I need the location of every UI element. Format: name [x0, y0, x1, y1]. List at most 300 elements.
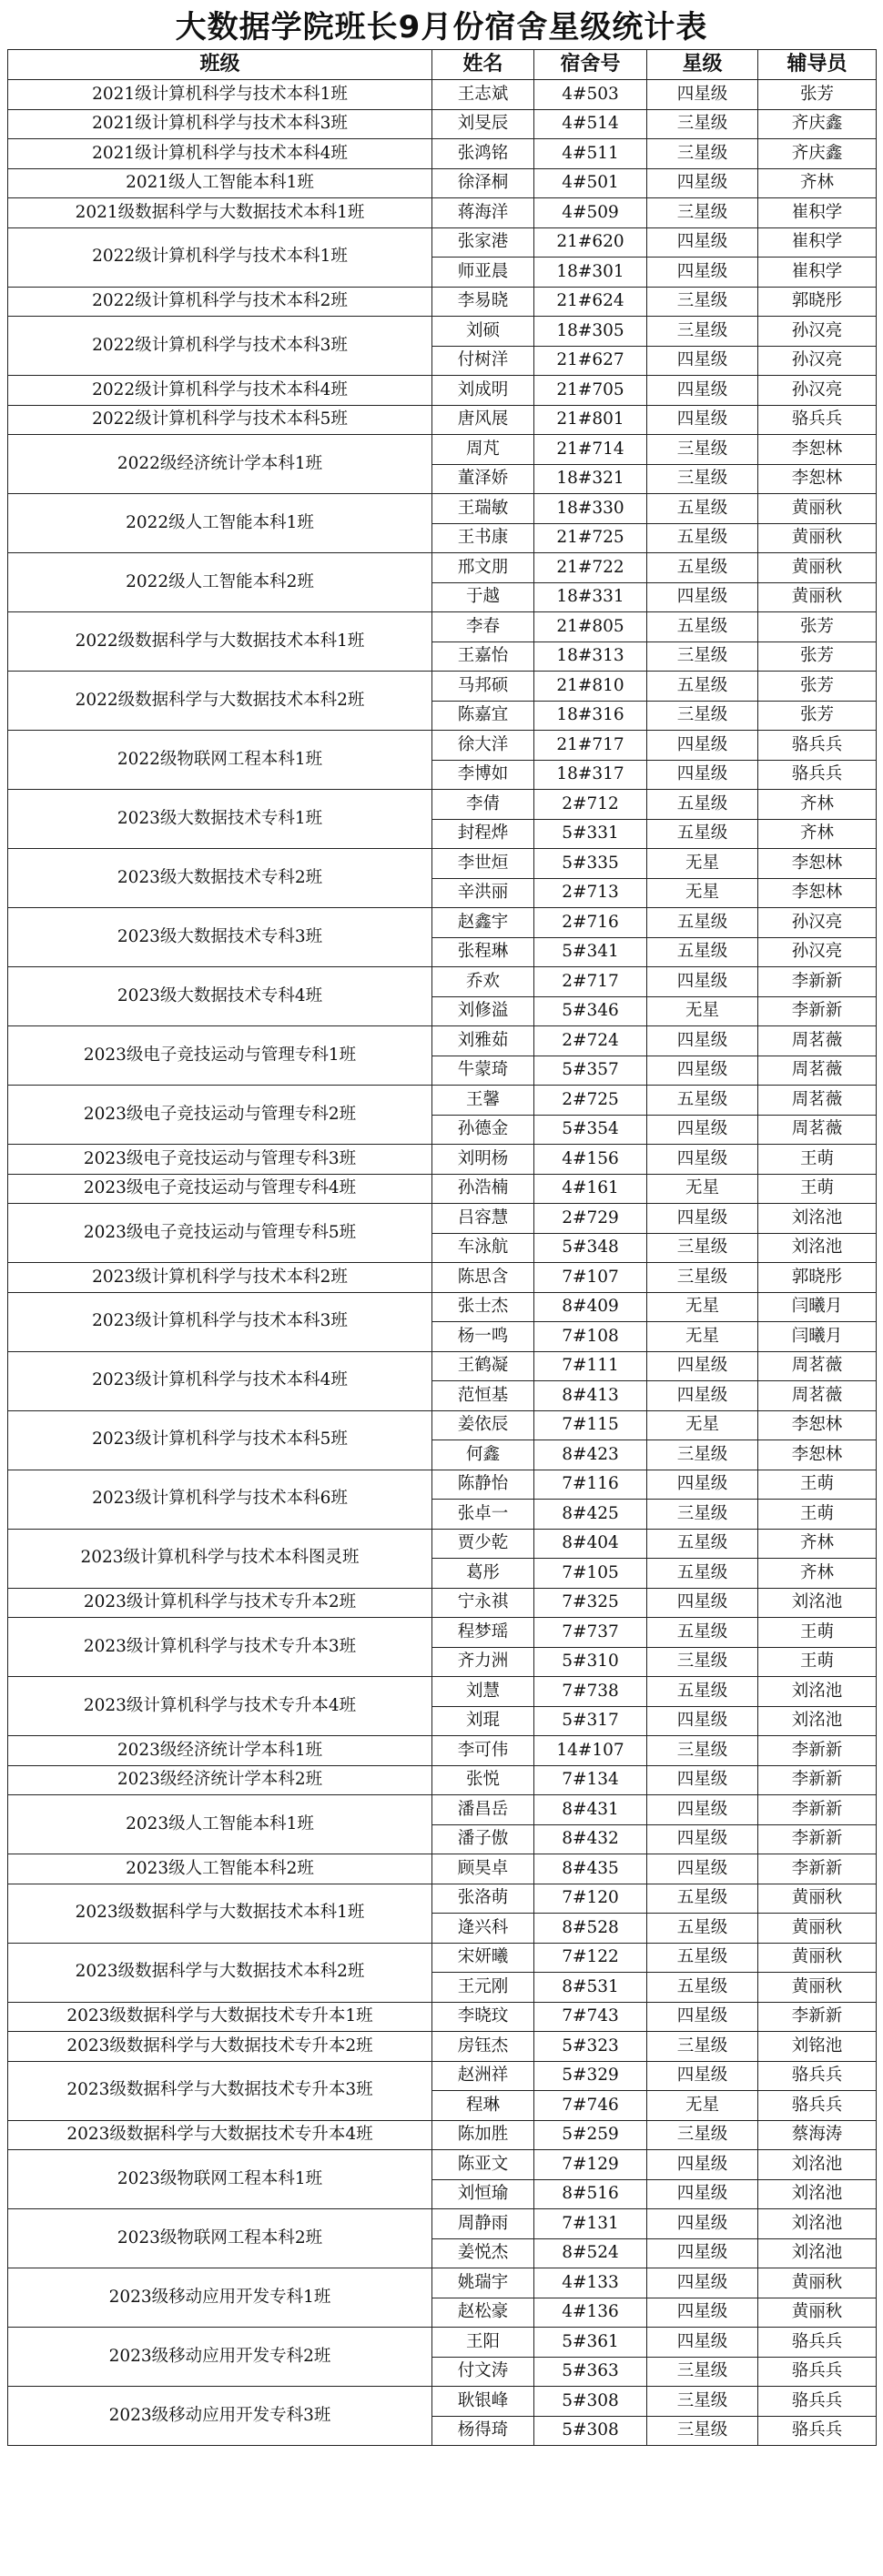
counselor-cell: 崔积学	[758, 227, 877, 258]
student-name-cell: 贾少乾	[432, 1529, 534, 1559]
class-name-cell: 2023级大数据技术专科1班	[8, 790, 432, 849]
star-level-cell: 三星级	[647, 1233, 758, 1263]
class-name-cell: 2023级移动应用开发专科1班	[8, 2268, 432, 2328]
counselor-cell: 王萌	[758, 1500, 877, 1530]
star-level-cell: 四星级	[647, 1115, 758, 1145]
class-name-cell: 2022级数据科学与大数据技术本科2班	[8, 672, 432, 731]
student-name-cell: 刘硕	[432, 317, 534, 347]
dorm-room-cell: 21#620	[534, 227, 647, 258]
table-row	[8, 376, 877, 406]
counselor-cell: 黄丽秋	[758, 582, 877, 612]
star-level-cell: 四星级	[647, 731, 758, 761]
student-name-cell: 张程琳	[432, 937, 534, 967]
class-name-cell: 2022级人工智能本科1班	[8, 494, 432, 553]
star-level-cell: 四星级	[647, 1765, 758, 1795]
student-name-cell: 李易晓	[432, 287, 534, 317]
counselor-cell: 刘洺池	[758, 2209, 877, 2239]
student-name-cell: 付树洋	[432, 346, 534, 376]
dorm-room-cell: 2#713	[534, 878, 647, 908]
star-level-cell: 五星级	[647, 1618, 758, 1648]
dorm-room-cell: 4#503	[534, 80, 647, 110]
dorm-room-cell: 4#161	[534, 1174, 647, 1204]
class-name-cell: 2023级经济统计学本科1班	[8, 1736, 432, 1766]
student-name-cell: 辛洪丽	[432, 878, 534, 908]
student-name-cell: 刘成明	[432, 376, 534, 406]
class-name-cell: 2023级计算机科学与技术专升本4班	[8, 1677, 432, 1736]
counselor-cell: 孙汉亮	[758, 937, 877, 967]
student-name-cell: 付文涛	[432, 2357, 534, 2387]
dorm-star-table	[7, 49, 877, 2446]
counselor-cell: 齐林	[758, 1559, 877, 1589]
star-level-cell: 无星	[647, 1174, 758, 1204]
student-name-cell: 王瑞敏	[432, 494, 534, 524]
counselor-cell: 骆兵兵	[758, 2357, 877, 2387]
table-row	[8, 1765, 877, 1795]
student-name-cell: 张洛萌	[432, 1884, 534, 1914]
table-row	[8, 1854, 877, 1884]
student-name-cell: 房钰杰	[432, 2032, 534, 2062]
table-row	[8, 317, 877, 347]
star-level-cell: 四星级	[647, 346, 758, 376]
student-name-cell: 封程烨	[432, 819, 534, 849]
class-name-cell: 2022级人工智能本科2班	[8, 553, 432, 612]
student-name-cell: 陈加胜	[432, 2120, 534, 2150]
table-row	[8, 287, 877, 317]
star-level-cell: 四星级	[647, 2238, 758, 2268]
student-name-cell: 陈思含	[432, 1263, 534, 1293]
counselor-cell: 刘洺池	[758, 1588, 877, 1618]
table-row	[8, 1174, 877, 1204]
student-name-cell: 陈亚文	[432, 2150, 534, 2180]
star-level-cell: 三星级	[647, 2387, 758, 2417]
table-row	[8, 435, 877, 465]
dorm-room-cell: 7#134	[534, 1765, 647, 1795]
student-name-cell: 刘修溢	[432, 996, 534, 1026]
class-name-cell: 2023级计算机科学与技术本科2班	[8, 1263, 432, 1293]
counselor-cell: 李恕林	[758, 849, 877, 879]
counselor-cell: 齐庆鑫	[758, 139, 877, 169]
student-name-cell: 周静雨	[432, 2209, 534, 2239]
dorm-room-cell: 21#722	[534, 553, 647, 583]
dorm-room-cell: 21#705	[534, 376, 647, 406]
dorm-room-cell: 5#346	[534, 996, 647, 1026]
star-level-cell: 无星	[647, 996, 758, 1026]
table-row	[8, 1529, 877, 1559]
class-name-cell: 2023级数据科学与大数据技术本科1班	[8, 1884, 432, 1943]
student-name-cell: 刘慧	[432, 1677, 534, 1707]
counselor-cell: 齐林	[758, 819, 877, 849]
star-level-cell: 四星级	[647, 1854, 758, 1884]
student-name-cell: 王鹤凝	[432, 1351, 534, 1381]
dorm-room-cell: 5#341	[534, 937, 647, 967]
star-level-cell: 四星级	[647, 227, 758, 258]
table-row	[8, 967, 877, 997]
counselor-cell: 李恕林	[758, 878, 877, 908]
star-level-cell: 五星级	[647, 1973, 758, 2003]
dorm-room-cell: 4#136	[534, 2298, 647, 2328]
header-row	[8, 50, 877, 80]
star-level-cell: 四星级	[647, 1824, 758, 1854]
dorm-room-cell: 5#331	[534, 819, 647, 849]
star-level-cell: 无星	[647, 2091, 758, 2121]
student-name-cell: 唐风展	[432, 405, 534, 435]
counselor-cell: 王萌	[758, 1470, 877, 1500]
table-row	[8, 2387, 877, 2417]
star-level-cell: 四星级	[647, 376, 758, 406]
dorm-room-cell: 5#310	[534, 1647, 647, 1677]
counselor-cell: 骆兵兵	[758, 405, 877, 435]
counselor-cell: 张芳	[758, 672, 877, 702]
dorm-room-cell: 5#357	[534, 1056, 647, 1086]
counselor-cell: 闫曦月	[758, 1322, 877, 1352]
counselor-cell: 张芳	[758, 701, 877, 731]
class-name-cell: 2022级数据科学与大数据技术本科1班	[8, 612, 432, 672]
col-header-tutor: 辅导员	[758, 50, 877, 80]
counselor-cell: 周茗薇	[758, 1056, 877, 1086]
table-row	[8, 494, 877, 524]
class-name-cell: 2023级计算机科学与技术本科3班	[8, 1292, 432, 1351]
counselor-cell: 黄丽秋	[758, 523, 877, 553]
counselor-cell: 骆兵兵	[758, 2061, 877, 2091]
dorm-room-cell: 7#131	[534, 2209, 647, 2239]
counselor-cell: 周茗薇	[758, 1026, 877, 1056]
class-name-cell: 2022级计算机科学与技术本科5班	[8, 405, 432, 435]
dorm-room-cell: 7#115	[534, 1410, 647, 1440]
counselor-cell: 李恕林	[758, 464, 877, 494]
counselor-cell: 孙汉亮	[758, 376, 877, 406]
table-row	[8, 1618, 877, 1648]
class-name-cell: 2023级物联网工程本科2班	[8, 2209, 432, 2268]
star-level-cell: 五星级	[647, 1086, 758, 1116]
dorm-room-cell: 8#404	[534, 1529, 647, 1559]
star-level-cell: 无星	[647, 1322, 758, 1352]
star-level-cell: 四星级	[647, 2268, 758, 2298]
counselor-cell: 王萌	[758, 1618, 877, 1648]
table-row	[8, 1263, 877, 1293]
star-level-cell: 三星级	[647, 109, 758, 139]
dorm-room-cell: 8#528	[534, 1914, 647, 1944]
student-name-cell: 王元刚	[432, 1973, 534, 2003]
class-name-cell: 2022级经济统计学本科1班	[8, 435, 432, 494]
dorm-room-cell: 5#308	[534, 2387, 647, 2417]
dorm-room-cell: 5#308	[534, 2416, 647, 2446]
star-level-cell: 四星级	[647, 582, 758, 612]
student-name-cell: 李晓玟	[432, 2002, 534, 2032]
counselor-cell: 李新新	[758, 1824, 877, 1854]
student-name-cell: 孙德金	[432, 1115, 534, 1145]
counselor-cell: 刘洺池	[758, 1233, 877, 1263]
table-row	[8, 1026, 877, 1056]
student-name-cell: 刘恒瑜	[432, 2179, 534, 2209]
student-name-cell: 周芃	[432, 435, 534, 465]
star-level-cell: 四星级	[647, 1381, 758, 1411]
class-name-cell: 2022级物联网工程本科1班	[8, 731, 432, 790]
student-name-cell: 徐大洋	[432, 731, 534, 761]
star-level-cell: 四星级	[647, 2179, 758, 2209]
dorm-room-cell: 2#725	[534, 1086, 647, 1116]
table-row	[8, 2061, 877, 2091]
counselor-cell: 骆兵兵	[758, 2416, 877, 2446]
dorm-room-cell: 7#107	[534, 1263, 647, 1293]
table-row	[8, 731, 877, 761]
student-name-cell: 李倩	[432, 790, 534, 820]
table-row	[8, 672, 877, 702]
counselor-cell: 齐林	[758, 168, 877, 198]
student-name-cell: 李可伟	[432, 1736, 534, 1766]
star-level-cell: 三星级	[647, 1647, 758, 1677]
counselor-cell: 郭晓彤	[758, 1263, 877, 1293]
counselor-cell: 孙汉亮	[758, 346, 877, 376]
star-level-cell: 四星级	[647, 2061, 758, 2091]
table-row	[8, 405, 877, 435]
star-level-cell: 五星级	[647, 937, 758, 967]
counselor-cell: 孙汉亮	[758, 908, 877, 938]
dorm-room-cell: 5#363	[534, 2357, 647, 2387]
class-name-cell: 2023级物联网工程本科1班	[8, 2150, 432, 2209]
table-row	[8, 1086, 877, 1116]
dorm-room-cell: 18#313	[534, 641, 647, 672]
star-level-cell: 四星级	[647, 2209, 758, 2239]
counselor-cell: 刘铭池	[758, 2032, 877, 2062]
dorm-room-cell: 8#516	[534, 2179, 647, 2209]
col-header-class: 班级	[8, 50, 432, 80]
class-name-cell: 2023级计算机科学与技术本科5班	[8, 1410, 432, 1470]
dorm-room-cell: 8#435	[534, 1854, 647, 1884]
counselor-cell: 张芳	[758, 641, 877, 672]
class-name-cell: 2023级电子竞技运动与管理专科2班	[8, 1086, 432, 1145]
class-name-cell: 2023级计算机科学与技术专升本2班	[8, 1588, 432, 1618]
counselor-cell: 周茗薇	[758, 1115, 877, 1145]
star-level-cell: 三星级	[647, 1736, 758, 1766]
star-level-cell: 五星级	[647, 523, 758, 553]
star-level-cell: 无星	[647, 878, 758, 908]
star-level-cell: 五星级	[647, 790, 758, 820]
table-row	[8, 2268, 877, 2298]
dorm-room-cell: 4#501	[534, 168, 647, 198]
counselor-cell: 黄丽秋	[758, 1973, 877, 2003]
dorm-room-cell: 8#431	[534, 1795, 647, 1825]
counselor-cell: 黄丽秋	[758, 553, 877, 583]
star-level-cell: 无星	[647, 849, 758, 879]
dorm-room-cell: 18#331	[534, 582, 647, 612]
class-name-cell: 2023级计算机科学与技术本科4班	[8, 1351, 432, 1410]
class-name-cell: 2021级计算机科学与技术本科3班	[8, 109, 432, 139]
star-level-cell: 三星级	[647, 2357, 758, 2387]
student-name-cell: 于越	[432, 582, 534, 612]
sheet-title: 大数据学院班长9月份宿舍星级统计表	[175, 9, 708, 45]
counselor-cell: 李新新	[758, 1854, 877, 1884]
dorm-room-cell: 7#743	[534, 2002, 647, 2032]
table-row	[8, 2209, 877, 2239]
dorm-room-cell: 18#330	[534, 494, 647, 524]
student-name-cell: 姚瑞宇	[432, 2268, 534, 2298]
table-row	[8, 1588, 877, 1618]
counselor-cell: 黄丽秋	[758, 494, 877, 524]
counselor-cell: 骆兵兵	[758, 2091, 877, 2121]
student-name-cell: 赵松豪	[432, 2298, 534, 2328]
star-level-cell: 三星级	[647, 139, 758, 169]
star-level-cell: 四星级	[647, 2150, 758, 2180]
star-level-cell: 三星级	[647, 2032, 758, 2062]
table-row	[8, 1943, 877, 1973]
class-name-cell: 2023级数据科学与大数据技术专升本4班	[8, 2120, 432, 2150]
student-name-cell: 张悦	[432, 1765, 534, 1795]
counselor-cell: 张芳	[758, 80, 877, 110]
counselor-cell: 蔡海涛	[758, 2120, 877, 2150]
counselor-cell: 黄丽秋	[758, 2268, 877, 2298]
student-name-cell: 葛彤	[432, 1559, 534, 1589]
student-name-cell: 赵洲祥	[432, 2061, 534, 2091]
dorm-room-cell: 5#317	[534, 1706, 647, 1736]
dorm-room-cell: 18#301	[534, 258, 647, 288]
class-name-cell: 2023级数据科学与大数据技术专升本1班	[8, 2002, 432, 2032]
class-name-cell: 2022级计算机科学与技术本科4班	[8, 376, 432, 406]
counselor-cell: 刘洺池	[758, 1706, 877, 1736]
star-level-cell: 五星级	[647, 1559, 758, 1589]
counselor-cell: 黄丽秋	[758, 1943, 877, 1973]
class-name-cell: 2023级人工智能本科2班	[8, 1854, 432, 1884]
class-name-cell: 2023级计算机科学与技术本科6班	[8, 1470, 432, 1529]
col-header-room: 宿舍号	[534, 50, 647, 80]
class-name-cell: 2023级人工智能本科1班	[8, 1795, 432, 1854]
star-level-cell: 五星级	[647, 612, 758, 642]
class-name-cell: 2023级数据科学与大数据技术专升本3班	[8, 2061, 432, 2120]
dorm-room-cell: 7#120	[534, 1884, 647, 1914]
counselor-cell: 李新新	[758, 1736, 877, 1766]
student-name-cell: 孙浩楠	[432, 1174, 534, 1204]
student-name-cell: 车泳航	[432, 1233, 534, 1263]
table-row	[8, 2328, 877, 2358]
star-level-cell: 三星级	[647, 641, 758, 672]
student-name-cell: 刘琨	[432, 1706, 534, 1736]
star-level-cell: 五星级	[647, 1884, 758, 1914]
counselor-cell: 王萌	[758, 1174, 877, 1204]
star-level-cell: 三星级	[647, 317, 758, 347]
star-level-cell: 四星级	[647, 1026, 758, 1056]
counselor-cell: 王萌	[758, 1145, 877, 1175]
student-name-cell: 潘昌岳	[432, 1795, 534, 1825]
table-row	[8, 1204, 877, 1234]
student-name-cell: 王阳	[432, 2328, 534, 2358]
class-name-cell: 2023级移动应用开发专科3班	[8, 2387, 432, 2446]
dorm-room-cell: 21#627	[534, 346, 647, 376]
class-name-cell: 2023级计算机科学与技术本科图灵班	[8, 1529, 432, 1588]
star-level-cell: 四星级	[647, 1795, 758, 1825]
class-name-cell: 2021级数据科学与大数据技术本科1班	[8, 198, 432, 228]
class-name-cell: 2023级大数据技术专科4班	[8, 967, 432, 1026]
counselor-cell: 周茗薇	[758, 1351, 877, 1381]
student-name-cell: 王书康	[432, 523, 534, 553]
star-level-cell: 四星级	[647, 760, 758, 790]
dorm-room-cell: 5#361	[534, 2328, 647, 2358]
counselor-cell: 李新新	[758, 1795, 877, 1825]
table-body	[8, 80, 877, 2446]
table-row	[8, 80, 877, 110]
counselor-cell: 孙汉亮	[758, 317, 877, 347]
star-level-cell: 三星级	[647, 464, 758, 494]
dorm-room-cell: 7#325	[534, 1588, 647, 1618]
counselor-cell: 骆兵兵	[758, 731, 877, 761]
dorm-room-cell: 7#116	[534, 1470, 647, 1500]
class-name-cell: 2023级电子竞技运动与管理专科4班	[8, 1174, 432, 1204]
student-name-cell: 程梦瑶	[432, 1618, 534, 1648]
counselor-cell: 刘洺池	[758, 2238, 877, 2268]
star-level-cell: 五星级	[647, 1677, 758, 1707]
table-row	[8, 612, 877, 642]
student-name-cell: 赵鑫宇	[432, 908, 534, 938]
dorm-room-cell: 7#738	[534, 1677, 647, 1707]
star-level-cell: 五星级	[647, 908, 758, 938]
class-name-cell: 2021级计算机科学与技术本科4班	[8, 139, 432, 169]
student-name-cell: 王志斌	[432, 80, 534, 110]
counselor-cell: 刘洺池	[758, 1677, 877, 1707]
student-name-cell: 刘旻辰	[432, 109, 534, 139]
class-name-cell: 2023级数据科学与大数据技术专升本2班	[8, 2032, 432, 2062]
student-name-cell: 蒋海洋	[432, 198, 534, 228]
counselor-cell: 王萌	[758, 1647, 877, 1677]
student-name-cell: 徐泽桐	[432, 168, 534, 198]
counselor-cell: 黄丽秋	[758, 1884, 877, 1914]
student-name-cell: 张士杰	[432, 1292, 534, 1322]
counselor-cell: 骆兵兵	[758, 760, 877, 790]
counselor-cell: 崔积学	[758, 198, 877, 228]
star-level-cell: 四星级	[647, 2298, 758, 2328]
star-level-cell: 三星级	[647, 435, 758, 465]
counselor-cell: 崔积学	[758, 258, 877, 288]
table-row	[8, 553, 877, 583]
dorm-room-cell: 2#724	[534, 1026, 647, 1056]
counselor-cell: 张芳	[758, 612, 877, 642]
class-name-cell: 2023级计算机科学与技术专升本3班	[8, 1618, 432, 1677]
class-name-cell: 2023级电子竞技运动与管理专科5班	[8, 1204, 432, 1263]
student-name-cell: 李春	[432, 612, 534, 642]
student-name-cell: 王嘉怡	[432, 641, 534, 672]
student-name-cell: 何鑫	[432, 1440, 534, 1470]
student-name-cell: 逄兴科	[432, 1914, 534, 1944]
student-name-cell: 耿银峰	[432, 2387, 534, 2417]
star-level-cell: 四星级	[647, 405, 758, 435]
student-name-cell: 师亚晨	[432, 258, 534, 288]
student-name-cell: 王馨	[432, 1086, 534, 1116]
dorm-room-cell: 21#801	[534, 405, 647, 435]
star-level-cell: 四星级	[647, 1145, 758, 1175]
dorm-room-cell: 7#737	[534, 1618, 647, 1648]
counselor-cell: 骆兵兵	[758, 2387, 877, 2417]
class-name-cell: 2023级电子竞技运动与管理专科1班	[8, 1026, 432, 1086]
counselor-cell: 李新新	[758, 1765, 877, 1795]
student-name-cell: 潘子傲	[432, 1824, 534, 1854]
dorm-room-cell: 5#323	[534, 2032, 647, 2062]
dorm-room-cell: 18#317	[534, 760, 647, 790]
class-name-cell: 2021级计算机科学与技术本科1班	[8, 80, 432, 110]
student-name-cell: 刘雅茹	[432, 1026, 534, 1056]
star-level-cell: 三星级	[647, 287, 758, 317]
dorm-room-cell: 21#717	[534, 731, 647, 761]
star-level-cell: 四星级	[647, 1351, 758, 1381]
student-name-cell: 刘明杨	[432, 1145, 534, 1175]
dorm-room-cell: 4#133	[534, 2268, 647, 2298]
dorm-room-cell: 18#321	[534, 464, 647, 494]
student-name-cell: 杨得琦	[432, 2416, 534, 2446]
dorm-room-cell: 21#805	[534, 612, 647, 642]
dorm-room-cell: 7#111	[534, 1351, 647, 1381]
star-level-cell: 四星级	[647, 1056, 758, 1086]
student-name-cell: 陈静怡	[432, 1470, 534, 1500]
dorm-room-cell: 5#354	[534, 1115, 647, 1145]
table-row	[8, 2120, 877, 2150]
star-level-cell: 四星级	[647, 80, 758, 110]
counselor-cell: 黄丽秋	[758, 2298, 877, 2328]
